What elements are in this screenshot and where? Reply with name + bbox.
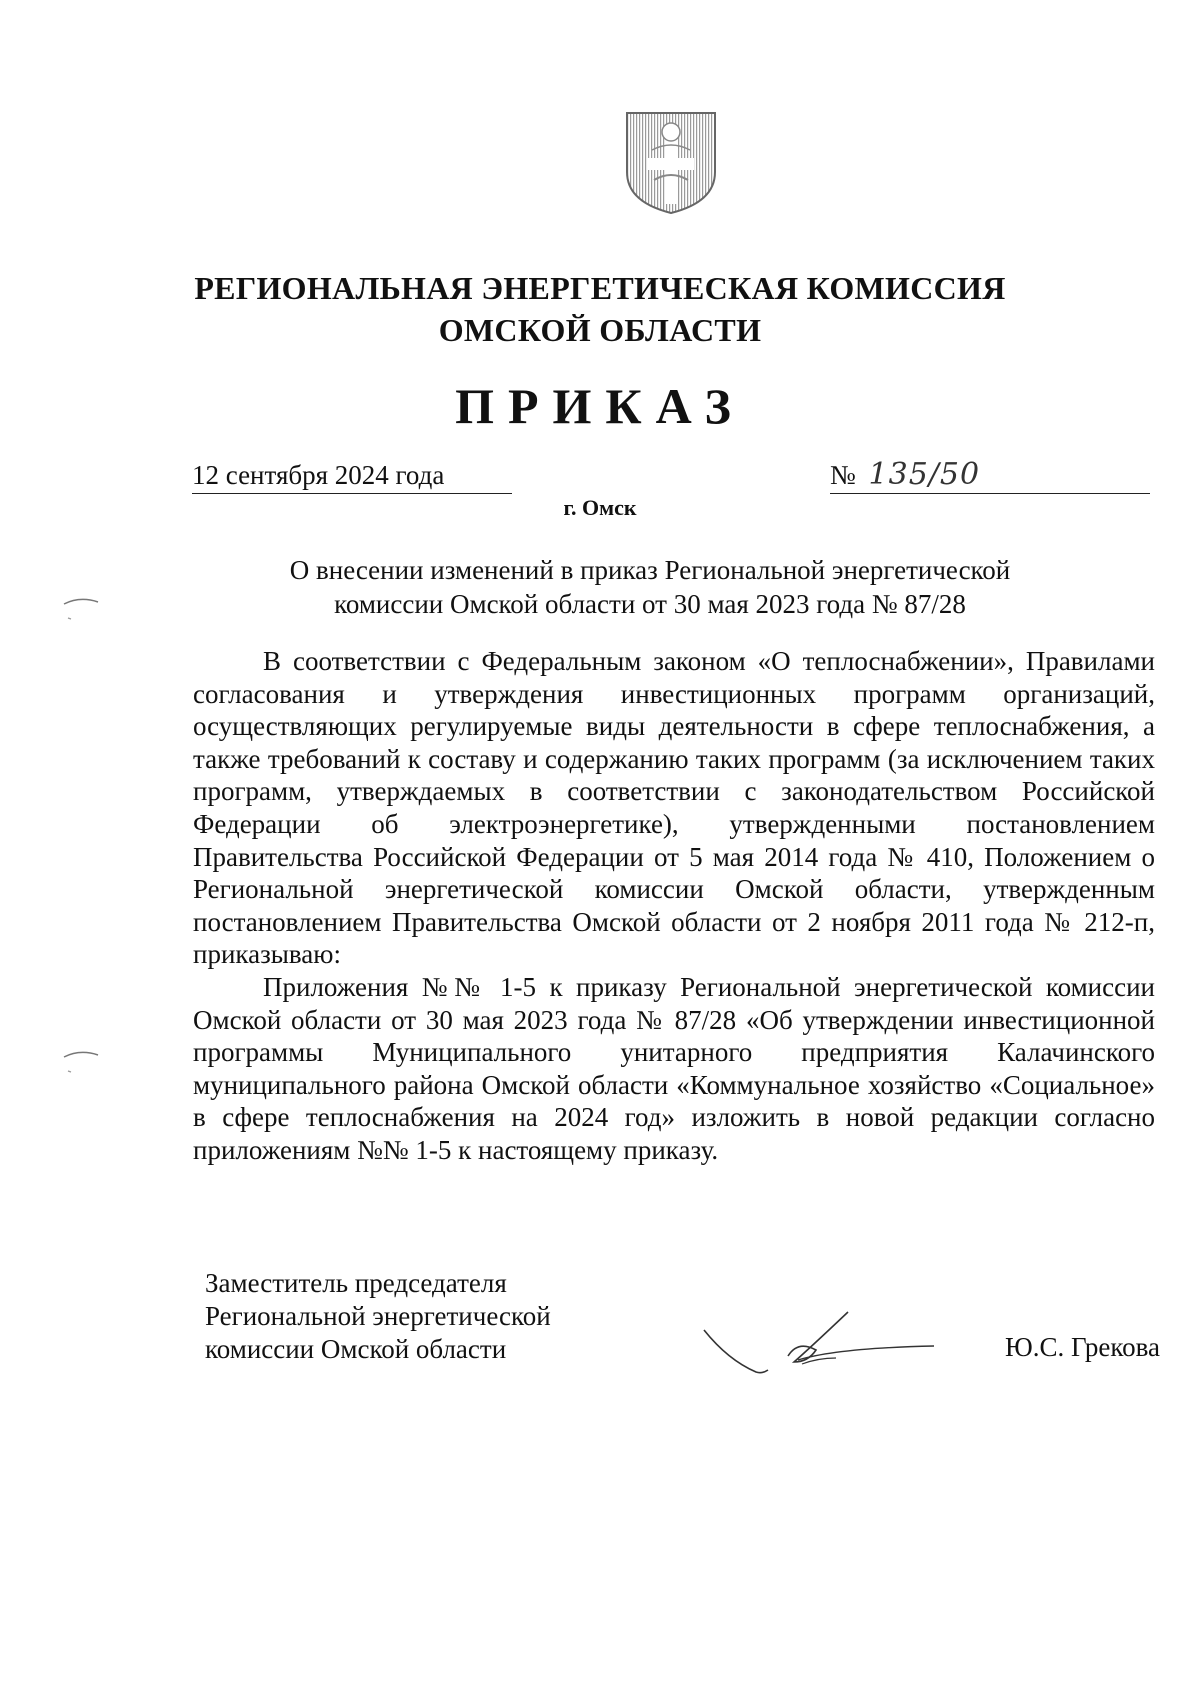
body-paragraph-decision: Приложения №№ 1-5 к приказу Региональной энергетической комиссии Омской области от 30 мая 2023 года № 87/28 «Об утверждении инвестиционной программы Муниципального унитарного предприятия Калачинского муниципального района Омской области «Коммунальное хозяйство «Социальное» в сфере теплоснабжения на 2024 год» изложить в новой редакции согласно приложениям №№ 1-5 к настоящему приказу. [193, 971, 1155, 1165]
organization-name-line-1: РЕГИОНАЛЬНАЯ ЭНЕРГЕТИЧЕСКАЯ КОМИССИЯ [194, 270, 1006, 306]
signer-position [205, 1267, 625, 1366]
subject-line-1: О внесении изменений в приказ Региональной энергетической [289, 555, 1011, 585]
signer-position-line-2: Региональной энергетической [205, 1301, 551, 1331]
document-type-title: ПРИКАЗ [455, 378, 745, 434]
signer-name: Ю.С. Грекова [1004, 1332, 1160, 1362]
city-name: г. Омск [563, 495, 637, 520]
order-subject [200, 553, 1100, 621]
organization-name-line-2: ОМСКОЙ ОБЛАСТИ [438, 312, 762, 348]
number-sign: № [830, 460, 856, 490]
subject-line-2: комиссии Омской области от 30 мая 2023 года № 87/28 [334, 589, 966, 619]
coat-of-arms-icon [624, 110, 718, 216]
order-number-field [830, 458, 1150, 494]
order-date: 12 сентября 2024 года [192, 458, 512, 494]
margin-mark [62, 1045, 102, 1075]
body-paragraph-preamble: В соответствии с Федеральным законом «О теплоснабжении», Правилами согласования и утверждения инвестиционных программ организаций, осуществляющих регулируемые виды деятельности в сфере теплоснабжения, а также требований к составу и содержанию таких программ (за исключением таких программ, утверждаемых в соответствии с законодательством Российской Федерации об электроэнергетике), утвержденными постановлением Правительства Российской Федерации от 5 мая 2014 года № 410, Положением о Региональной энергетической комиссии Омской области, утвержденным постановлением Правительства Омской области от 2 ноября 2011 года № 212-п, приказываю: [193, 646, 1155, 970]
signer-position-line-3: комиссии Омской области [205, 1334, 507, 1364]
signer-position-line-1: Заместитель председателя [205, 1268, 507, 1298]
margin-mark [62, 592, 102, 622]
order-body [193, 645, 1155, 1167]
order-number-handwritten: 135/50 [868, 457, 981, 492]
handwritten-signature [698, 1300, 938, 1380]
